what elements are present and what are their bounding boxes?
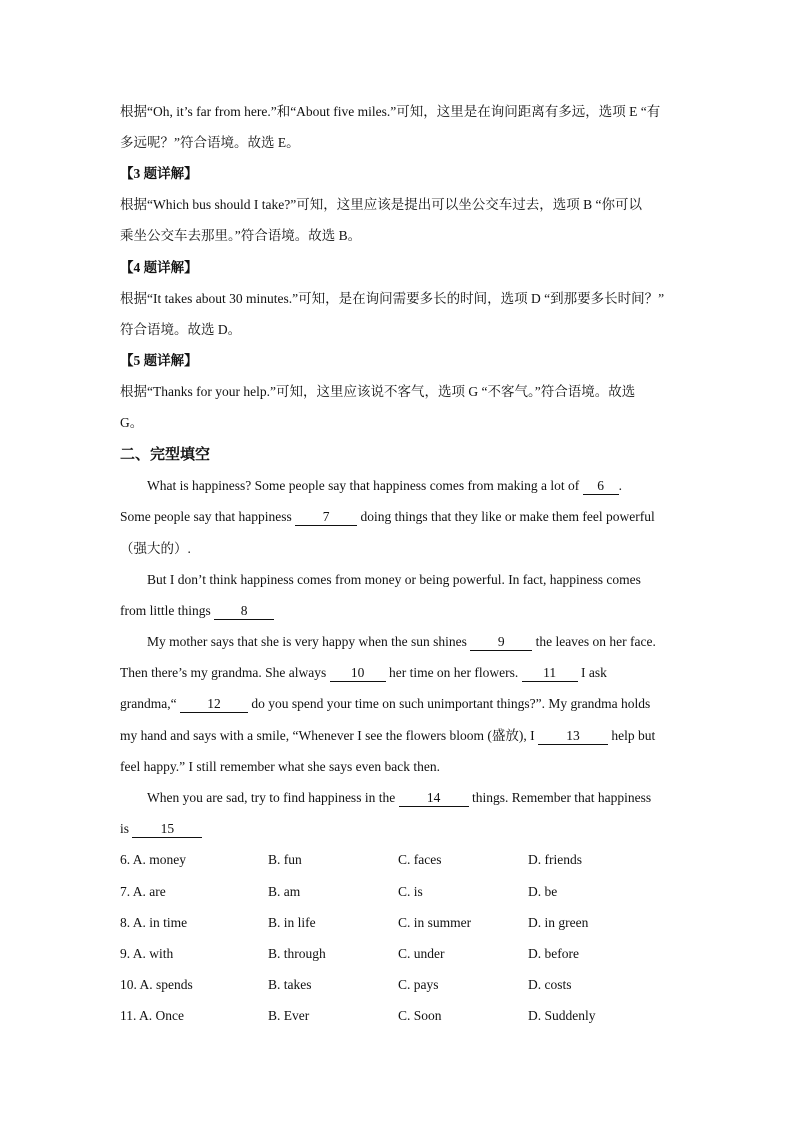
option-7a: 7. A. are: [120, 884, 166, 899]
section-title: 二、完型填空: [120, 447, 211, 463]
q4-heading: 【4 题详解】: [120, 260, 198, 275]
blank-14: 14: [399, 790, 469, 807]
q4-explanation-line2: 符合语境。故选 D。: [120, 322, 242, 337]
option-7c: C. is: [398, 884, 423, 899]
option-10b: B. takes: [268, 977, 312, 992]
passage-text: Then there’s my grandma. She always: [120, 665, 330, 680]
passage-text: .: [618, 478, 623, 493]
blank-9: 9: [470, 634, 532, 651]
option-8b: B. in life: [268, 915, 316, 930]
option-11d: D. Suddenly: [528, 1008, 596, 1023]
q4-explanation-line1: 根据“It takes about 30 minutes.”可知，是在询问需要多长的时间，选项 D “到那要多长时间？”: [120, 291, 665, 306]
passage-line: [147, 632, 656, 652]
option-11a: 11. A. Once: [120, 1008, 184, 1023]
blank-11: 11: [522, 665, 578, 682]
option-11c: C. Soon: [398, 1008, 442, 1023]
passage-line: feel happy.” I still remember what she says even back then.: [120, 759, 441, 774]
passage-text: things. Remember that happiness: [468, 790, 652, 805]
passage-text: her time on her flowers.: [385, 665, 522, 680]
q3-heading: 【3 题详解】: [120, 166, 198, 181]
option-8c: C. in summer: [398, 915, 472, 930]
q3-explanation-line1: 根据“Which bus should I take?”可知，这里应该是提出可以坐公交车过去，选项 B “你可以: [120, 197, 642, 212]
q2-explanation-line1: 根据“Oh, it’s far from here.”和“About five miles.”可知，这里是在询问距离有多远，选项 E “有: [120, 104, 661, 119]
blank-12: 12: [180, 696, 248, 713]
option-6c: C. faces: [398, 852, 442, 867]
blank-13: 13: [538, 728, 608, 745]
option-9c: C. under: [398, 946, 445, 961]
passage-text: doing things that they like or make them feel powerful: [357, 509, 655, 524]
option-6d: D. friends: [528, 852, 582, 867]
option-8a: 8. A. in time: [120, 915, 188, 930]
passage-text: help but: [608, 728, 656, 743]
passage-line: But I don’t think happiness comes from money or being powerful. In fact, happiness comes: [147, 572, 641, 587]
passage-text: my hand and says with a smile, “Whenever I see the flowers bloom (盛放), I: [120, 728, 539, 743]
passage-text: is: [120, 821, 133, 836]
passage-line: [120, 507, 655, 527]
blank-8: 8: [214, 603, 274, 620]
passage-text: When you are sad, try to find happiness in the: [147, 790, 399, 805]
option-11b: B. Ever: [268, 1008, 310, 1023]
passage-line: [120, 694, 650, 714]
option-7d: D. be: [528, 884, 558, 899]
passage-text: What is happiness? Some people say that happiness comes from making a lot of: [147, 478, 583, 493]
passage-text: My mother says that she is very happy when the sun shines: [147, 634, 471, 649]
blank-7: 7: [295, 509, 357, 526]
option-9d: D. before: [528, 946, 579, 961]
q2-explanation-line2: 多远呢？”符合语境。故选 E。: [120, 135, 300, 150]
passage-text: Some people say that happiness: [120, 509, 296, 524]
option-7b: B. am: [268, 884, 301, 899]
option-6a: 6. A. money: [120, 852, 186, 867]
option-6b: B. fun: [268, 852, 302, 867]
passage-line: [120, 726, 655, 746]
passage-line: [147, 788, 651, 808]
passage-text: the leaves on her face.: [532, 634, 656, 649]
q5-explanation-line2: G。: [120, 415, 144, 430]
option-10c: C. pays: [398, 977, 439, 992]
passage-line: [120, 663, 607, 683]
blank-15: 15: [132, 821, 202, 838]
passage-line: [147, 476, 622, 496]
passage-text: I ask: [577, 665, 607, 680]
passage-line: [120, 819, 202, 839]
passage-line: （强大的）.: [120, 541, 191, 556]
blank-10: 10: [330, 665, 386, 682]
passage-text: from little things: [120, 603, 215, 618]
q3-explanation-line2: 乘坐公交车去那里。”符合语境。故选 B。: [120, 228, 362, 243]
option-9b: B. through: [268, 946, 326, 961]
passage-text: grandma,“: [120, 696, 180, 711]
passage-line: [120, 601, 274, 621]
blank-6: 6: [583, 478, 619, 495]
q5-heading: 【5 题详解】: [120, 353, 198, 368]
option-10a: 10. A. spends: [120, 977, 193, 992]
q5-explanation-line1: 根据“Thanks for your help.”可知，这里应该说不客气，选项 G “不客气。”符合语境。故选: [120, 384, 636, 399]
passage-text: do you spend your time on such unimportant things?”. My grandma holds: [247, 696, 651, 711]
option-8d: D. in green: [528, 915, 589, 930]
option-9a: 9. A. with: [120, 946, 174, 961]
option-10d: D. costs: [528, 977, 572, 992]
